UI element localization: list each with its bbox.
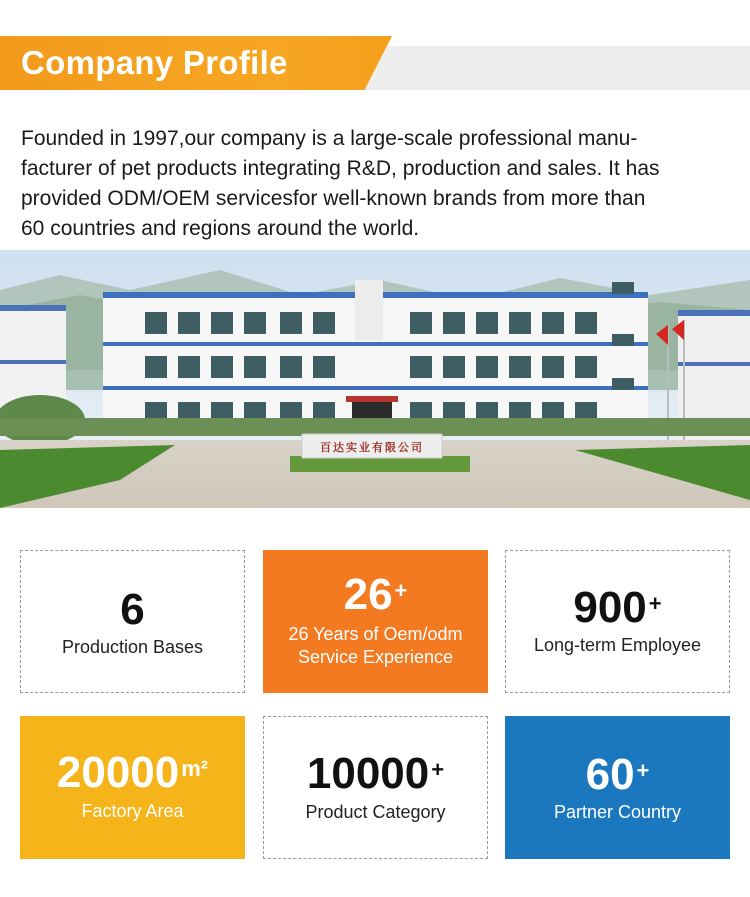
stat-card-production-bases [20, 550, 245, 693]
stat-label: Factory Area [81, 801, 184, 821]
intro-line: Founded in 1997,our company is a large-scale professional manu- [21, 127, 638, 150]
page-title: Company Profile [21, 44, 288, 81]
stat-card-factory-area [20, 716, 245, 859]
stat-label: 26 Years of Oem/odm [288, 624, 463, 644]
section-header [0, 0, 750, 92]
stat-card-partner-country [505, 716, 730, 859]
intro-line: facturer of pet products integrating R&D, production and sales. It has [21, 157, 660, 180]
stat-value: 10000+ [306, 749, 445, 798]
stat-value: 6 [120, 585, 145, 634]
factory-illustration [0, 250, 750, 508]
stat-label: Partner Country [553, 802, 682, 822]
stat-label: Product Category [305, 802, 446, 822]
stat-label: Long-term Employee [533, 635, 702, 655]
factory-photo [0, 250, 750, 508]
intro-line: 60 countries and regions around the world. [21, 217, 420, 240]
stat-label: Service Experience [297, 647, 454, 667]
header-grey-band [360, 46, 750, 90]
stat-card-employees [505, 550, 730, 693]
stat-card-years-experience [263, 550, 488, 693]
stat-value: 900+ [573, 583, 662, 632]
stat-card-product-category [263, 716, 488, 859]
stat-label: Production Bases [61, 637, 204, 657]
signboard-text: 百达实业有限公司 [320, 441, 424, 454]
stat-value: $20000^{m^2}$ [56, 748, 209, 797]
intro-line: provided ODM/OEM servicesfor well-known brands from more than [21, 187, 646, 210]
stat-value: 60+ [585, 750, 650, 799]
stat-value: 26+ [343, 570, 408, 619]
company-intro [21, 124, 733, 244]
